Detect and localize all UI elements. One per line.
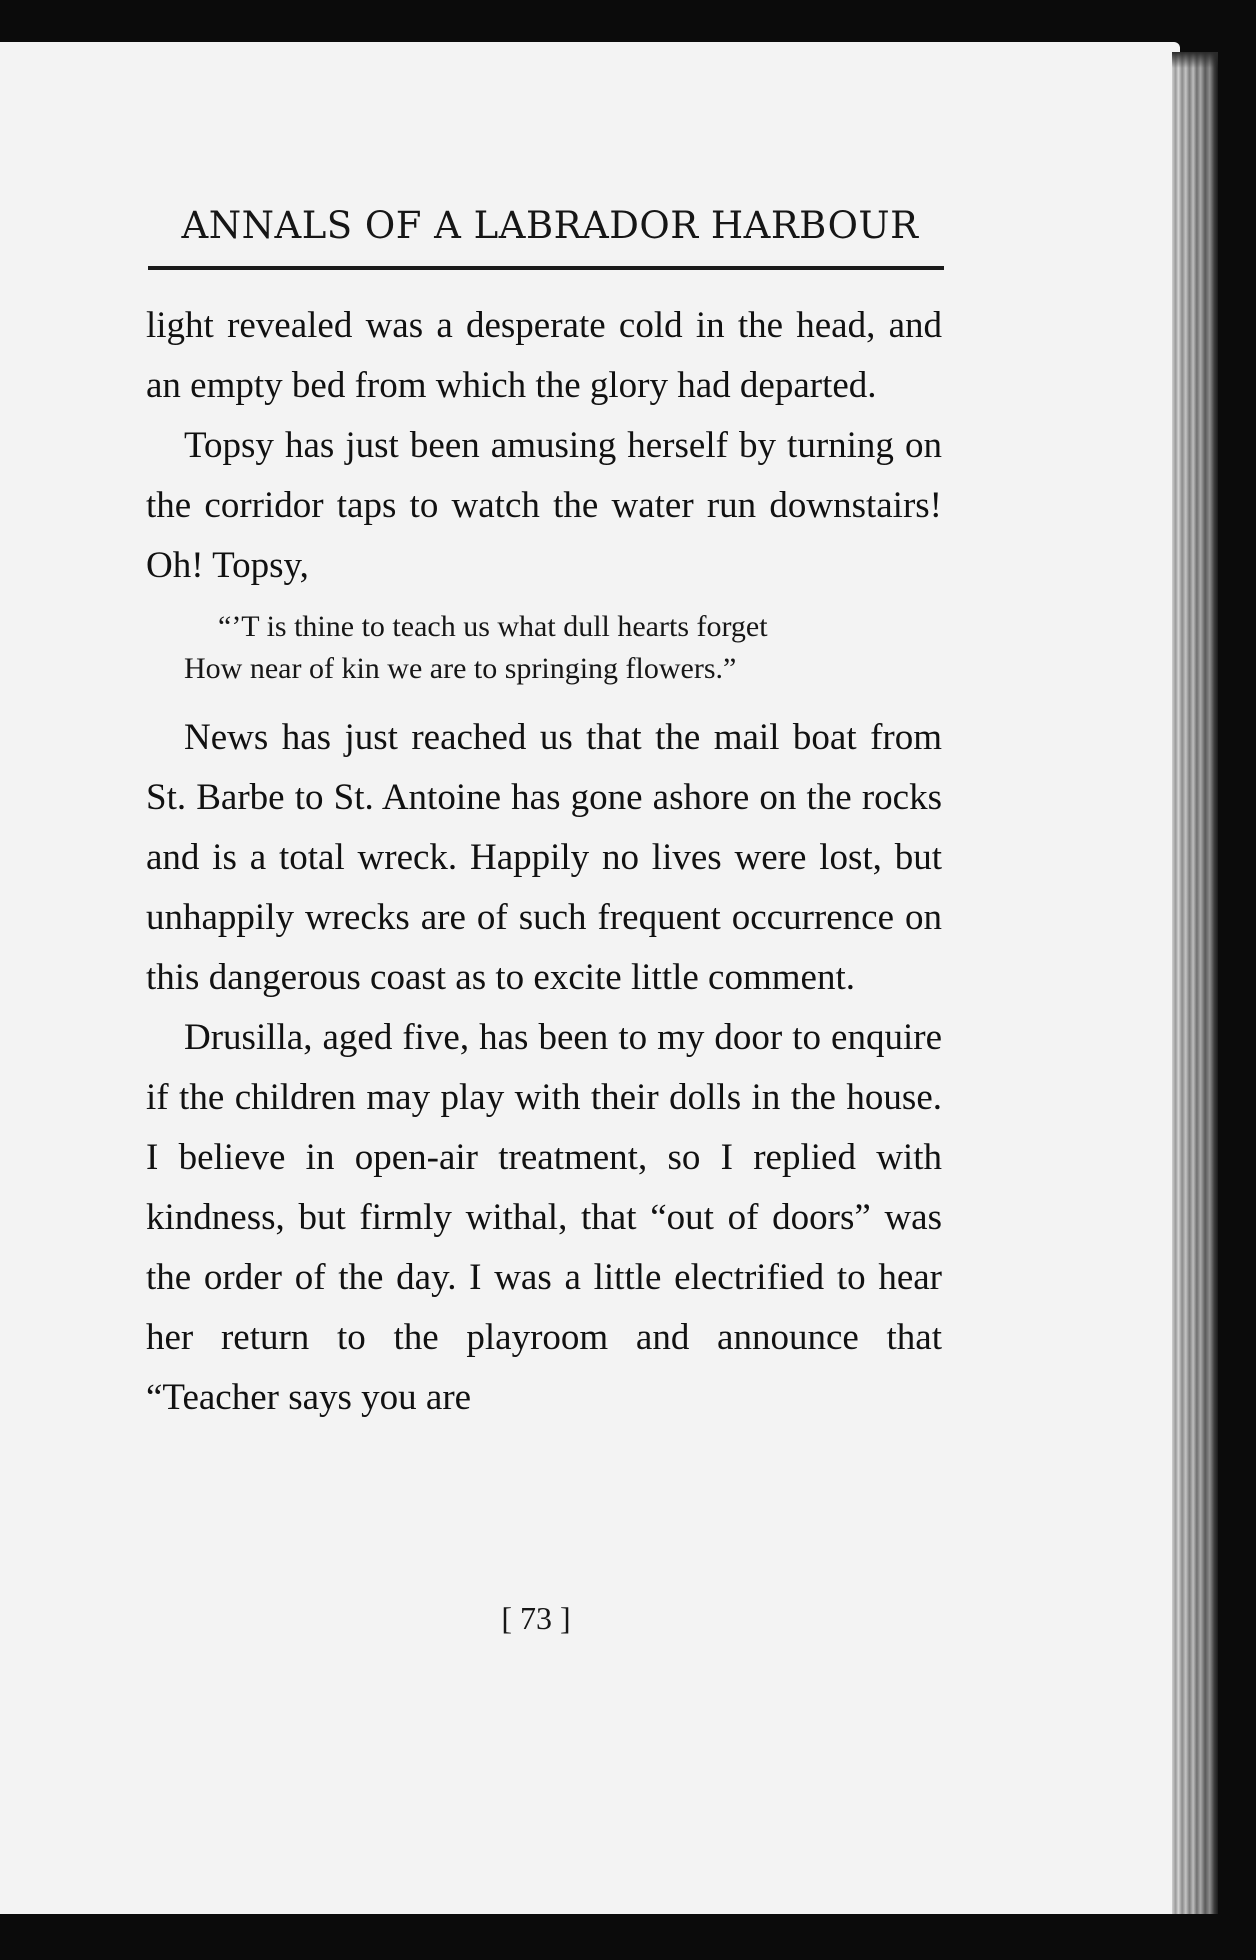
verse-quote xyxy=(184,606,942,690)
header-rule xyxy=(148,266,944,270)
verse-line-2: How near of kin we are to springing flowers.” xyxy=(184,652,737,685)
paragraph-4: Drusilla, aged five, has been to my door to enquire if the children may play with their dolls in the house. I believe in open-air treatment, so I replied with kindness, but firmly withal, that “out of doors” was the order of the day. I was a little electrified to hear her return to the playroom and announce that “Teacher says you are xyxy=(146,1017,942,1418)
paragraph-3: News has just reached us that the mail boat from St. Barbe to St. Antoine has gone ashore on the rocks and is a total wreck. Happily no lives were lost, but unhappily wrecks are of such frequent occurrence on this dangerous coast as to excite little comment. xyxy=(146,717,942,998)
paragraph-1: light revealed was a desperate cold in the head, and an empty bed from which the glory had departed. xyxy=(146,305,942,406)
page-edge-stack xyxy=(1172,52,1218,1914)
verse-line-1: “’T is thine to teach us what dull hearts forget xyxy=(218,610,768,643)
page-edge-shadow xyxy=(1172,52,1218,68)
running-head: ANNALS OF A LABRADOR HARBOUR xyxy=(181,204,919,247)
page-number: [ 73 ] xyxy=(501,1600,571,1636)
body-text xyxy=(146,296,942,1428)
paragraph-2: Topsy has just been amusing herself by turning on the corridor taps to watch the water run downstairs! Oh! Topsy, xyxy=(146,425,942,586)
